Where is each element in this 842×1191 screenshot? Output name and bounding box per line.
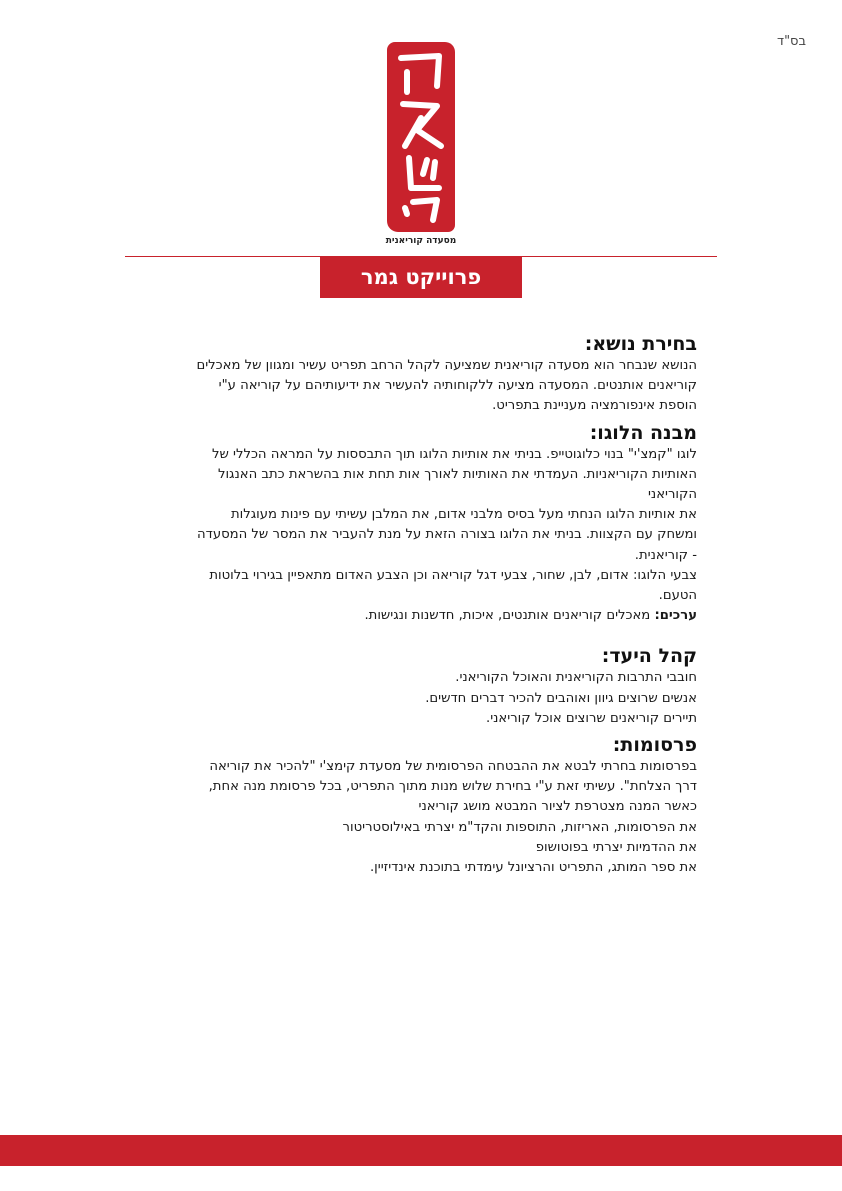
text-line: את ההדמיות יצרתי בפוטושופ [535, 839, 697, 855]
section-heading: מבנה הלוגו: [589, 421, 697, 444]
values-text: מאכלים קוריאנים אותנטים, איכות, חדשנות ונגישות. [364, 608, 655, 624]
text-line: ומשחק עם הקצוות. בניתי את הלוגו בצורה הזאת על מנת להעביר את המסר של המסעדה [197, 527, 697, 543]
logo-mark [387, 42, 455, 232]
text-line: כאשר המנה מצטרפת לציור המבטא מושג קוריאני [418, 799, 697, 815]
section-ads [142, 733, 697, 878]
text-line: דרך הצלחת". עשיתי זאת ע"י בחירת שלוש מנות מתוך התפריט, בכל פרסומת מנה אחת, [208, 779, 697, 795]
main-content [142, 332, 697, 882]
values-label: ערכים: [654, 608, 697, 624]
section-topic [142, 332, 697, 417]
page-title: פרוייקט גמר [320, 256, 522, 298]
corner-text: בס"ד [776, 34, 806, 49]
text-line: הנושא שנבחר הוא מסעדה קוריאנית שמציעה לקהל הרחב תפריט עשיר ומגוון של מאכלים [196, 358, 697, 373]
logo-glyphs [387, 42, 455, 232]
text-line: חובבי התרבות הקוריאנית והאוכל הקוריאני. [455, 670, 697, 686]
text-line: את הפרסומות, האריזות, התוספות והקד"מ יצרתי באילוסטריטור [342, 819, 697, 835]
text-line: הקוריאני [647, 487, 697, 503]
text-line: בפרסומות בחרתי לבטא את ההבטחה הפרסומית של מסעדת קימצ'י "להכיר את קוריאה [209, 759, 697, 775]
text-line: אנשים שרוצים גיוון ואוהבים להכיר דברים חדשים. [425, 690, 697, 706]
section-heading: קהל היעד: [601, 645, 697, 668]
values-line [142, 606, 697, 626]
text-line: את ספר המותג, התפריט והרציונל עימדתי בתוכנת אינדיזיין. [369, 860, 697, 876]
footer-band [0, 1135, 842, 1166]
text-line: לוגו "קמצ'י" בנוי כלוגוטייפ. בניתי את אותיות הלוגו תוך התבססות על המראה הכללי של [211, 446, 697, 462]
text-line: את אותיות הלוגו הנחתי מעל בסיס מלבני אדום, את המלבן עשיתי עם פינות מעוגלות [230, 507, 697, 523]
section-heading: בחירת נושא: [584, 333, 697, 355]
section-logo-structure [142, 421, 697, 627]
text-line: הטעם. [658, 588, 697, 604]
section-heading: פרסומות: [612, 734, 697, 757]
logo [385, 42, 457, 246]
logo-subtitle: מסעדה קוריאנית [385, 236, 457, 246]
text-line: קוריאנים אותנטים. המסעדה מציעה ללקוחותיה להעשיר את ידיעותיהם על קוריאה ע"י [218, 378, 697, 394]
text-line: האותיות הקוריאניות. העמדתי את האותיות לאורך אות תחת אות בהשראת כתב האנגול [217, 466, 697, 482]
text-line: - קוריאנית. [634, 547, 697, 563]
text-line: הוספת אינפורמציה מעניינת בתפריט. [492, 398, 697, 414]
text-line: תיירים קוריאנים שרוצים אוכל קוריאני. [486, 710, 697, 726]
section-audience [142, 644, 697, 729]
text-line: צבעי הלוגו: אדום, לבן, שחור, צבעי דגל קוריאה וכן הצבע האדום מתאפיין בגירוי בלוטות [209, 567, 697, 583]
